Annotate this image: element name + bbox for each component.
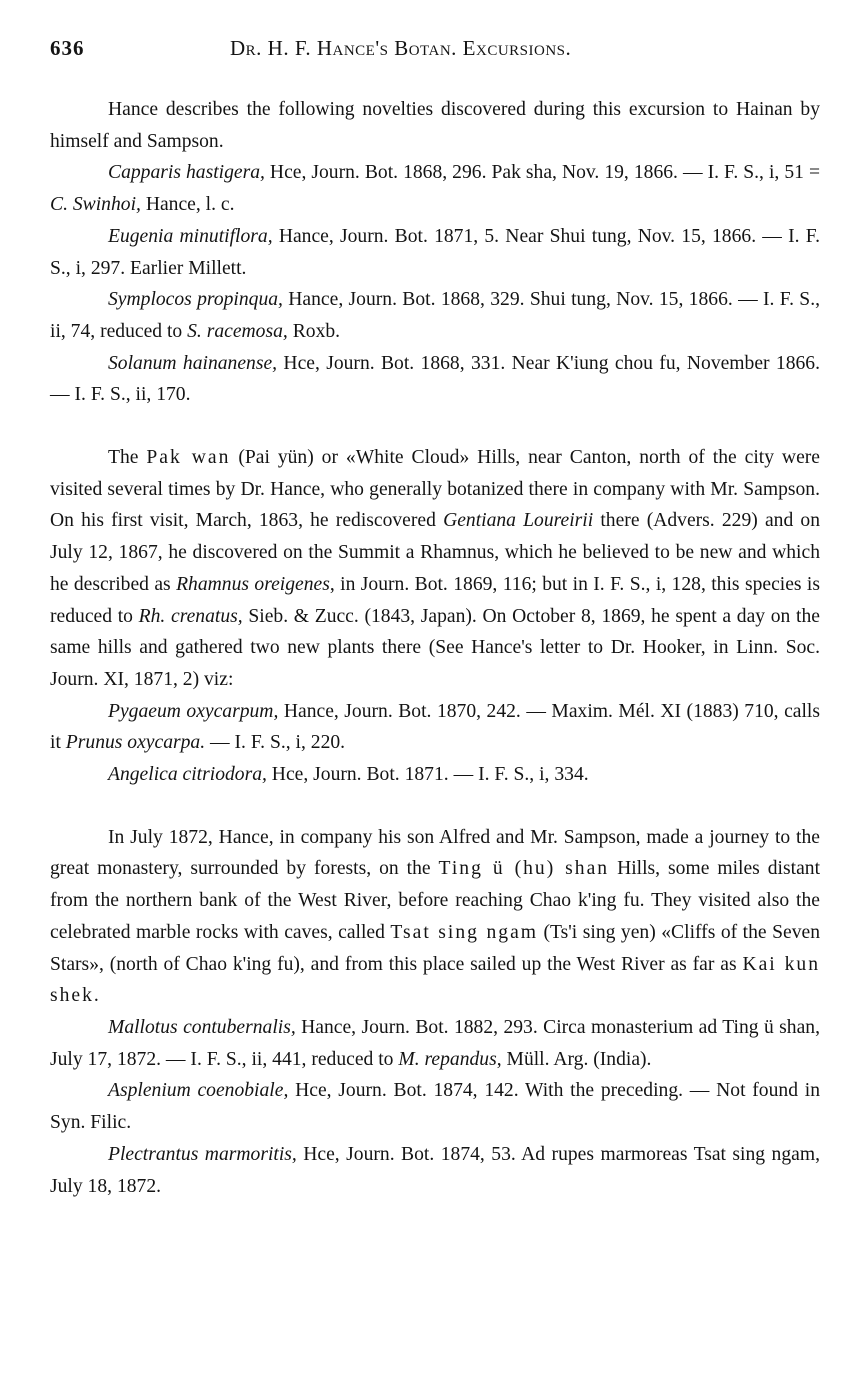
entry-mallotus-contubernalis: [50, 1012, 820, 1075]
paragraph-intro-hainan: [50, 94, 820, 157]
paragraph-text: The: [108, 447, 147, 469]
species-name: Angelica citriodora,: [108, 764, 267, 786]
paragraph-text: (Ts'i sing yen) «Cliffs of the Seven Stars», (north of Chao k'ing fu), and from this place sailed up the West River as far as: [50, 921, 821, 975]
entry-text: Hce, Journ. Bot. 1874, 142. With the preceding. — Not found in Syn. Filic.: [50, 1080, 820, 1134]
paragraph-white-cloud-hills: [50, 442, 820, 696]
place-name: Kai kun shek: [50, 953, 820, 1007]
species-name: Plectrantus marmoritis,: [108, 1143, 297, 1165]
entry-asplenium-coenobiale: [50, 1075, 820, 1138]
entry-text: Hance, Journ. Bot. 1882, 293. Circa monasterium ad Ting ü shan, July 17, 1872. — I. F. S., ii, 441, reduced to: [50, 1016, 820, 1070]
page-number: 636: [50, 36, 85, 60]
paragraph-text: , in Journ. Bot. 1869, 116; but in I. F. S., i, 128, this species is reduced to: [50, 573, 820, 627]
entry-solanum-hainanense: [50, 348, 820, 411]
synonym-name: S. racemosa,: [187, 320, 288, 342]
entry-text: Hance, Journ. Bot. 1871, 5. Near Shui tung, Nov. 15, 1866. — I. F. S., i, 297. Earlier Millett.: [50, 225, 820, 279]
species-name: Eugenia minutiflora,: [108, 225, 273, 247]
entry-angelica-citriodora: [50, 759, 820, 791]
entry-eugenia-minutiflora: [50, 221, 820, 284]
paragraph-text: In July 1872, Hance, in company his son Alfred and Mr. Sampson, made a journey to the great monastery, surrounded by forests, on the: [50, 826, 820, 880]
paragraph-text: there (Advers. 229) and on July 12, 1867, he discovered on the Summit a Rhamnus, which he believed to be new and which he described as: [50, 510, 821, 595]
entry-text: Hce, Journ. Bot. 1868, 331. Near K'iung chou fu, November 1866. — I. F. S., ii, 170.: [50, 352, 820, 406]
entry-text: Hance, Journ. Bot. 1868, 329. Shui tung, Nov. 15, 1866. — I. F. S., ii, 74, reduced to: [50, 289, 820, 342]
species-name: Mallotus contubernalis,: [108, 1016, 296, 1038]
species-name: Asplenium coenobiale,: [108, 1080, 289, 1102]
species-name: Rhamnus oreigenes: [176, 573, 330, 595]
entry-text: Hance, Journ. Bot. 1870, 242. — Maxim. Mél. XI (1883) 710, calls it: [50, 700, 820, 754]
entry-text: — I. F. S., i, 220.: [205, 732, 346, 754]
paragraph-text: .: [93, 985, 99, 1007]
place-name: Tsat sing ngam: [390, 921, 539, 943]
entry-text: Hce, Journ. Bot. 1874, 53. Ad rupes marmoreas Tsat sing ngam, July 18, 1872.: [50, 1143, 820, 1197]
species-name: Pygaeum oxycarpum,: [108, 700, 279, 722]
synonym-name: C. Swinhoi,: [50, 194, 141, 216]
paragraph-text: Sieb. & Zucc. (1843, Japan). On October 8, 1869, he spent a day on the same hills and gathered two new plants there (See Hance's letter to Dr. Hooker, in Linn. Soc. Journ. XI, 1871, 2) viz:: [50, 605, 820, 690]
entry-text: Hce, Journ. Bot. 1871. — I. F. S., i, 334.: [266, 764, 589, 786]
synonym-name: M. repandus: [398, 1048, 497, 1070]
page-header: [50, 36, 820, 70]
entry-text: Hce, Journ. Bot. 1868, 296. Pak sha, Nov. 19, 1866. — I. F. S., i, 51 =: [264, 162, 821, 184]
species-name: Symplocos propinqua,: [108, 289, 283, 311]
paragraph-text: Hance describes the following novelties discovered during this excursion to Hainan by himself and Sampson.: [50, 99, 820, 152]
entry-text: Hance, l. c.: [140, 194, 235, 216]
paragraph-text: (Pai yün) or «White Cloud» Hills, near Canton, north of the city were visited several times by Dr. Hance, who generally botanized there in company with Mr. Sampson. On his first visit, March, 1863, he rediscovered: [50, 447, 821, 532]
entry-text: , Müll. Arg. (India).: [496, 1048, 652, 1070]
entry-pygaeum-oxycarpum: [50, 696, 820, 759]
entry-capparis-hastigera: [50, 157, 820, 220]
entry-symplocos-propinqua: [50, 284, 820, 347]
species-name: Gentiana Loureirii: [443, 510, 594, 532]
running-title: Dr. H. F. Hance's Botan. Excursions.: [230, 36, 572, 60]
paragraph-ting-u-shan-journey: [50, 822, 820, 1012]
synonym-name: Prunus oxycarpa.: [65, 732, 206, 754]
entry-text: Roxb.: [287, 320, 341, 342]
place-name: Ting ü (hu) shan: [438, 858, 610, 880]
species-name: Capparis hastigera,: [108, 162, 265, 184]
place-name: Pak wan: [146, 447, 231, 469]
species-name: Rh. crenatus,: [138, 605, 243, 627]
entry-plectrantus-marmoritis: [50, 1139, 820, 1202]
species-name: Solanum hainanense,: [108, 352, 278, 374]
body-text: [50, 94, 820, 1202]
paragraph-text: Hills, some miles distant from the northern bank of the West River, before reaching Chao k'ing fu. They visited also the celebrated marble rocks with caves, called: [50, 858, 821, 943]
